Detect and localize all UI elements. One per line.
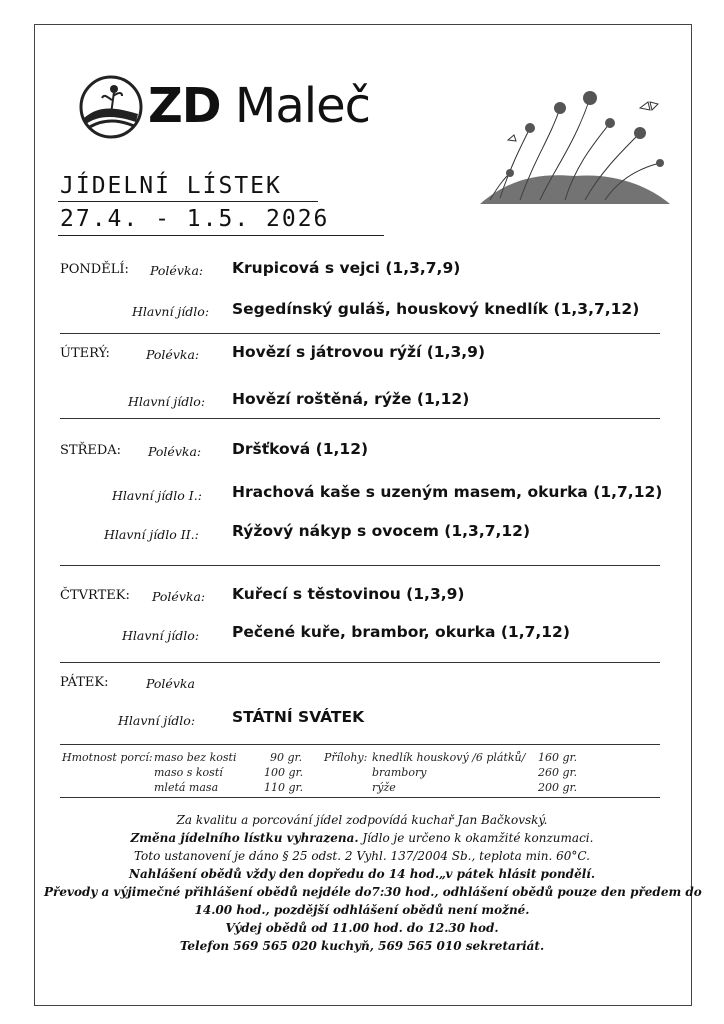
- meat-weight: 100 gr.: [264, 766, 304, 779]
- thursday-soup: Kuřecí s těstovinou (1,3,9): [232, 585, 465, 603]
- separator: [60, 418, 660, 419]
- farm-logo-icon: [78, 74, 144, 140]
- soup-label: Polévka:: [150, 263, 204, 278]
- soup-label: Polévka:: [146, 347, 200, 362]
- menu-title: JÍDELNÍ LÍSTEK: [60, 173, 282, 199]
- footer-regulation: Toto ustanovení je dáno § 25 odst. 2 Vyhl. 137/2004 Sb., teplota min. 60°C.: [133, 849, 590, 863]
- main-label: Hlavní jídlo:: [118, 713, 196, 728]
- wednesday-soup: Dršťková (1,12): [232, 440, 369, 458]
- separator: [60, 662, 660, 663]
- soup-label: Polévka: [146, 676, 195, 691]
- soup-label: Polévka:: [152, 589, 206, 604]
- main1-label: Hlavní jídlo I.:: [112, 488, 202, 503]
- meat-name: mletá masa: [154, 781, 219, 794]
- main-label: Hlavní jídlo:: [122, 628, 200, 643]
- meat-name: maso bez kosti: [154, 751, 237, 764]
- date-underline: [58, 235, 384, 236]
- separator: [60, 333, 660, 334]
- side-weight: 200 gr.: [538, 781, 578, 794]
- separator: [60, 797, 660, 798]
- day-friday: PÁTEK:: [60, 675, 109, 690]
- sides-label: Přílohy:: [324, 751, 368, 764]
- footer-chef: Za kvalitu a porcování jídel zodpovídá kuchař Jan Bačkovský.: [176, 813, 548, 827]
- day-monday: PONDĚLÍ:: [60, 262, 129, 277]
- title-underline: [58, 201, 318, 202]
- day-tuesday: ÚTERÝ:: [60, 346, 110, 361]
- separator: [60, 565, 660, 566]
- side-name: knedlík houskový /6 plátků/: [372, 751, 526, 764]
- footer-cancel: 14.00 hod., pozdější odhlášení obědů není možné.: [194, 903, 530, 917]
- main-label: Hlavní jídlo:: [128, 394, 206, 409]
- weights-label: Hmotnost porcí:: [62, 751, 153, 764]
- tuesday-main: Hovězí roštěná, rýže (1,12): [232, 390, 470, 408]
- friday-holiday: STÁTNÍ SVÁTEK: [232, 708, 365, 726]
- day-thursday: ČTVRTEK:: [60, 588, 130, 603]
- tuesday-soup: Hovězí s játrovou rýží (1,3,9): [232, 343, 486, 361]
- main2-label: Hlavní jídlo II.:: [104, 527, 199, 542]
- monday-main: Segedínský guláš, houskový knedlík (1,3,7,12): [232, 300, 640, 318]
- soup-label: Polévka:: [148, 444, 202, 459]
- wildflowers-illustration: [480, 88, 670, 206]
- side-name: brambory: [372, 766, 427, 779]
- day-wednesday: STŘEDA:: [60, 443, 122, 458]
- main-label: Hlavní jídlo:: [132, 304, 210, 319]
- footer-serving: Výdej obědů od 11.00 hod. do 12.30 hod.: [225, 921, 499, 935]
- brand-name: ZD Maleč: [148, 78, 371, 134]
- meat-name: maso s kostí: [154, 766, 223, 779]
- thursday-main: Pečené kuře, brambor, okurka (1,7,12): [232, 623, 570, 641]
- menu-date-range: 27.4. - 1.5. 2026: [60, 206, 330, 232]
- footer-transfers: Převody a výjimečné přihlášení obědů nejdéle do7:30 hod., odhlášení obědů pouze den předem do: [44, 885, 702, 899]
- separator: [60, 744, 660, 745]
- monday-soup: Krupicová s vejci (1,3,7,9): [232, 259, 461, 277]
- meat-weight: 110 gr.: [264, 781, 304, 794]
- wednesday-main2: Rýžový nákyp s ovocem (1,3,7,12): [232, 522, 531, 540]
- wednesday-main1: Hrachová kaše s uzeným masem, okurka (1,7,12): [232, 483, 663, 501]
- footer-ordering: Nahlášení obědů vždy den dopředu do 14 hod.„v pátek hlásit pondělí.: [128, 867, 595, 881]
- footer-phone: Telefon 569 565 020 kuchyň, 569 565 010 sekretariát.: [179, 939, 545, 953]
- side-weight: 260 gr.: [538, 766, 578, 779]
- side-weight: 160 gr.: [538, 751, 578, 764]
- footer-change: Změna jídelního lístku vyhrazena. Jídlo je určeno k okamžité konzumaci.: [130, 831, 594, 845]
- meat-weight: 90 gr.: [270, 751, 303, 764]
- side-name: rýže: [372, 781, 396, 794]
